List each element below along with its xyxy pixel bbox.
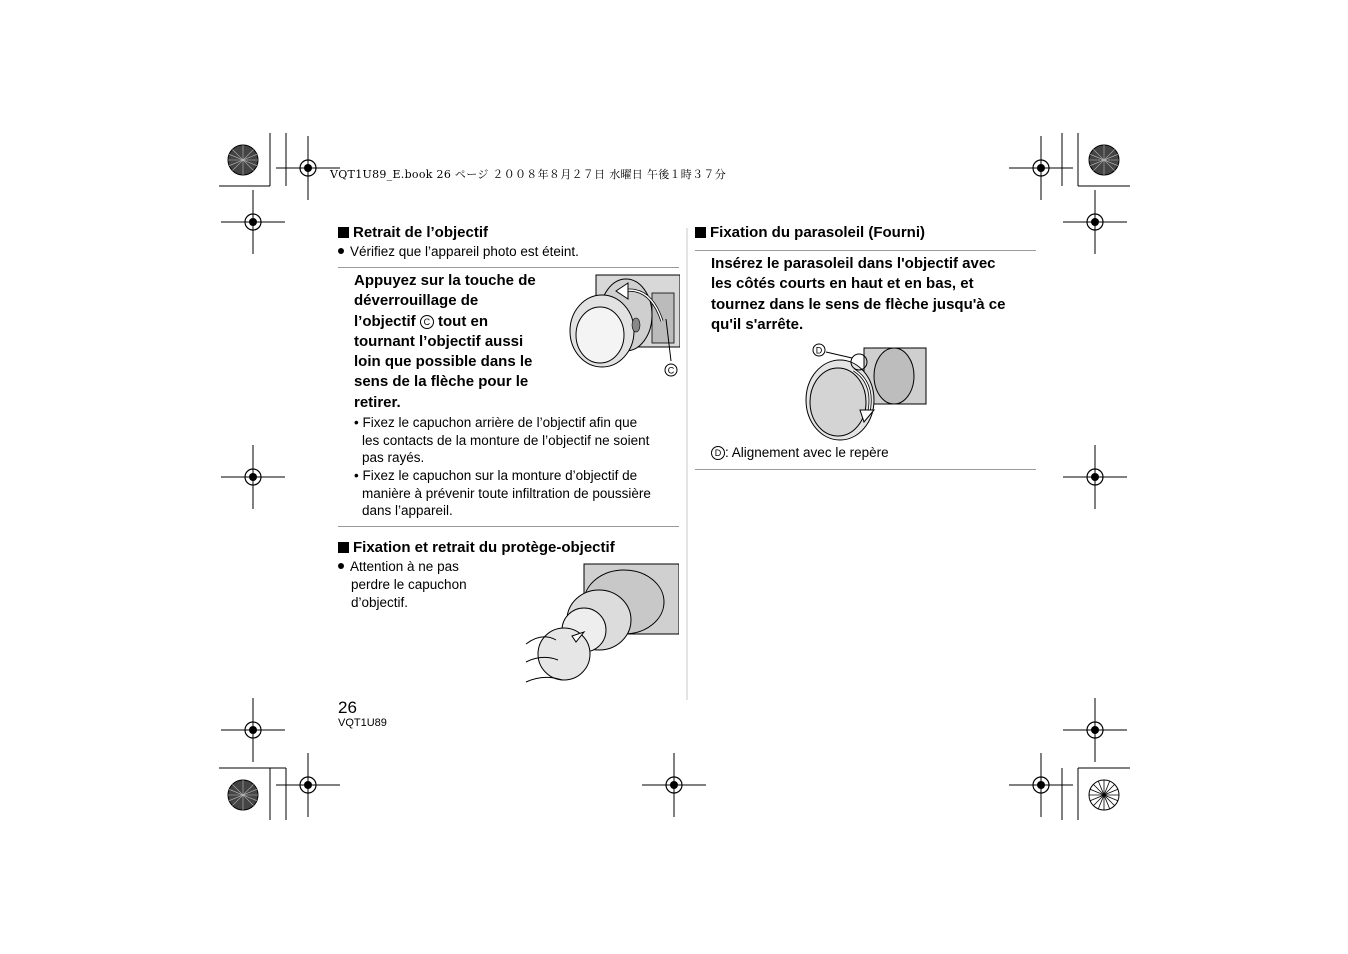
divider (338, 526, 679, 527)
divider (695, 250, 1036, 251)
square-bullet-icon (338, 227, 349, 238)
bullet-check-off: Vérifiez que l’appareil photo est éteint. (338, 243, 579, 261)
dot-bullet-icon (338, 248, 344, 254)
model-code: VQT1U89 (338, 717, 387, 729)
print-header: VQT1U89_E.book 26 ページ ２００８年８月２７日 水曜日 午後１時３７分 (330, 168, 727, 181)
page-number: 26 (338, 698, 357, 717)
step-lens-hood: Insérez le parasoleil dans l'objectif avec les côtés courts en haut et en bas, et tournez dans le sens de flèche jusqu'à ce qu'il s'arrête. (711, 255, 1006, 333)
marker-d-icon: D (711, 446, 725, 460)
lens-hood-illustration (804, 340, 928, 444)
section-title-lens-hood: Fixation du parasoleil (Fourni) (695, 224, 925, 241)
note-body-cap: • Fixez le capuchon sur la monture d’objectif de manière à prévenir toute infiltration de poussière dans l’appareil. (354, 468, 651, 519)
marker-c-icon: C (420, 315, 434, 329)
marker-c-label: C (667, 365, 675, 376)
dot-bullet-icon (338, 563, 344, 569)
divider (338, 267, 679, 268)
divider (695, 469, 1036, 470)
section-title-lens-cap: Fixation et retrait du protège-objectif (338, 539, 615, 556)
step-lens-removal: Appuyez sur la touche de déverrouillage de l’objectif C tout en tournant l’objectif aussi loin que possible dans le sens de la flèche pour le retirer. (354, 272, 536, 411)
caption-alignment: D : Alignement avec le repère (711, 444, 889, 462)
square-bullet-icon (338, 542, 349, 553)
note-rear-cap: • Fixez le capuchon arrière de l’objectif afin que les contacts de la monture de l’objectif ne soient pas rayés. (354, 415, 650, 466)
section-title-lens-removal: Retrait de l’objectif (338, 224, 488, 241)
lens-removal-illustration (566, 273, 680, 383)
lens-cap-illustration (524, 562, 679, 688)
bullet-lens-cap: Attention à ne pas perdre le capuchon d’objectif. (338, 558, 467, 612)
marker-d-label: D (815, 345, 823, 356)
square-bullet-icon (695, 227, 706, 238)
